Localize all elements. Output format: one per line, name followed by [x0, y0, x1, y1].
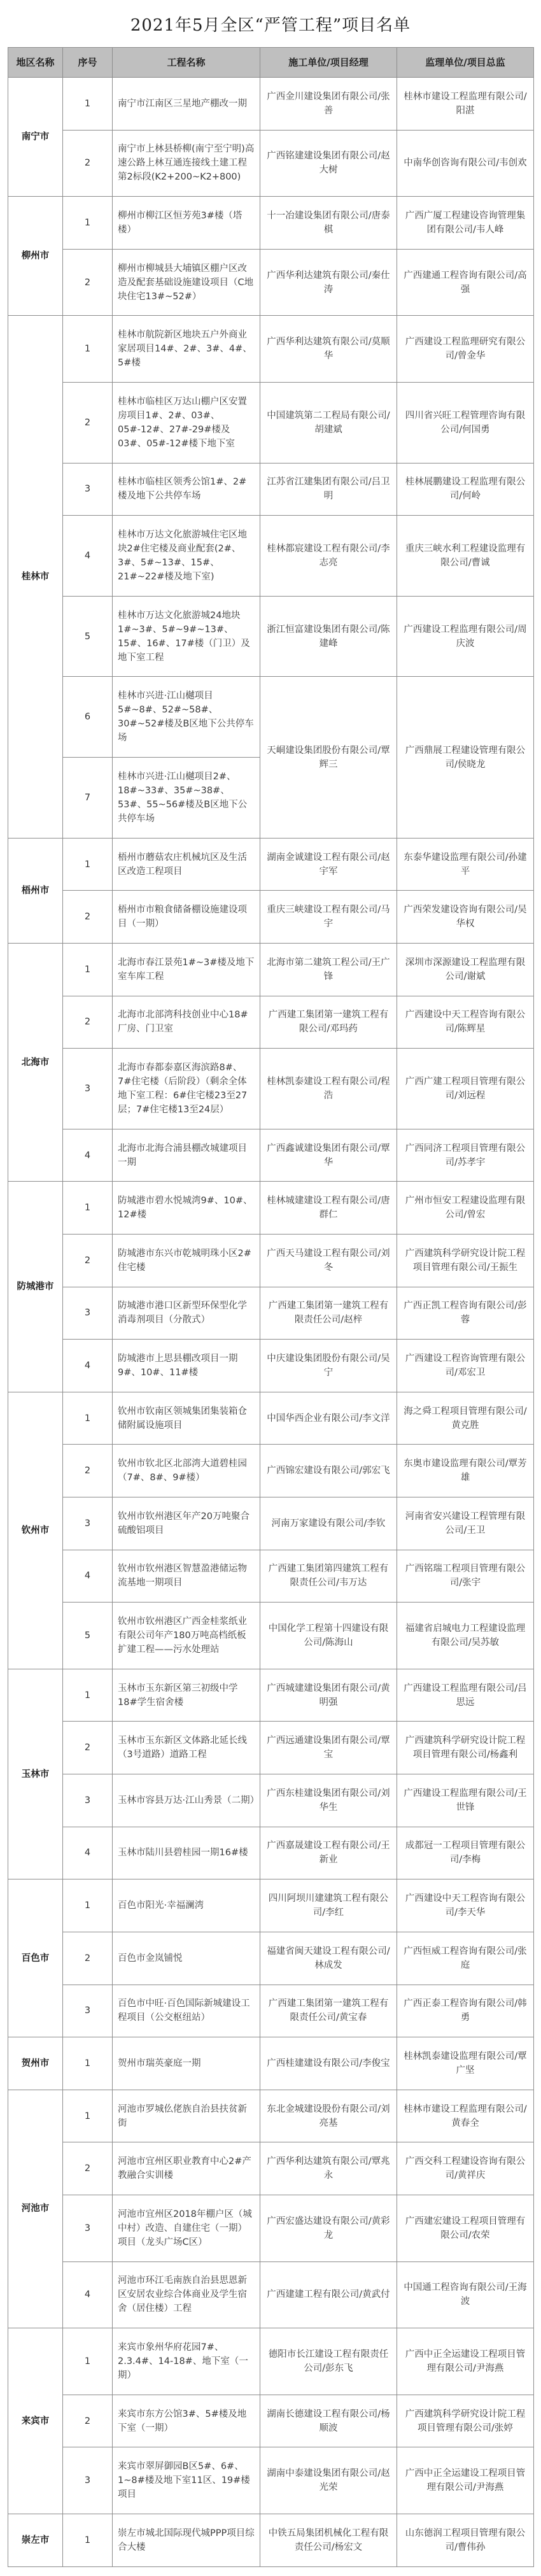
- region-name: 钦州市: [8, 1392, 63, 1669]
- project-seq: 5: [63, 596, 113, 677]
- project-builder: 湖南中泰建设集团有限公司/赵光荣: [260, 2447, 397, 2514]
- table-row: [8, 943, 534, 996]
- project-supervisor: 广西建设中天工程咨询有限公司/李天华: [397, 1879, 534, 1932]
- project-name: 百色市阳光·幸福澜湾: [113, 1879, 260, 1932]
- project-supervisor: 东奥市建设监理有限公司/覃芳雄: [397, 1445, 534, 1497]
- project-supervisor: 广西交科工程建设咨询有限公司/黄祥庆: [397, 2142, 534, 2195]
- project-supervisor: 中南华创咨询有限公司/韦创欢: [397, 130, 534, 197]
- table-row: [8, 1234, 534, 1287]
- project-name: 来宾市东方公馆3#、5#楼及地下室（一期）: [113, 2395, 260, 2447]
- project-builder: 广西建工集团第一建筑工程有限责任公司/赵梓: [260, 1287, 397, 1340]
- project-supervisor: 中国通工程咨询有限公司/王海波: [397, 2261, 534, 2328]
- project-name: 来宾市象州华府花园7#、2.3.4#、14-18#、地下室（一期）: [113, 2328, 260, 2395]
- project-name: 玉林市玉东新区第三初级中学18#学生宿舍楼: [113, 1669, 260, 1722]
- project-builder: 北海市第二建筑工程公司/王广锋: [260, 943, 397, 996]
- table-row: [8, 1985, 534, 2037]
- project-seq: 3: [63, 2195, 113, 2261]
- table-row: [8, 1722, 534, 1774]
- project-name: 柳州市柳江区恒芳苑3#楼（塔楼）: [113, 197, 260, 250]
- project-seq: 1: [63, 1669, 113, 1722]
- project-name: 南宁市上林县桥柳(南宁至宁明)高速公路上林互通连接线土建工程第2标段(K2+200~K2+800): [113, 130, 260, 197]
- project-builder: 浙江恒富建设集团有限公司/陈建峰: [260, 596, 397, 677]
- region-name: 北海市: [8, 943, 63, 1181]
- project-supervisor: 山东德润工程项目管理有限公司/曹伟孙: [397, 2514, 534, 2566]
- project-supervisor: 重庆三峡水利工程建设监理有限公司/曹诚: [397, 516, 534, 597]
- project-seq: 3: [63, 2447, 113, 2514]
- table-row: [8, 996, 534, 1049]
- project-supervisor: 广西广建工程项目管理有限公司/刘远程: [397, 1049, 534, 1129]
- table-row: [8, 1340, 534, 1392]
- project-name: 河池市宜州区职业教育中心2#产教融合实训楼: [113, 2142, 260, 2195]
- project-builder: 广西东桂建设集团有限公司/刘华生: [260, 1774, 397, 1827]
- project-builder: 河南万家建设有限公司/李钦: [260, 1497, 397, 1550]
- header-project-name: 工程名称: [113, 48, 260, 78]
- header-builder: 施工单位/项目经理: [260, 48, 397, 78]
- project-supervisor: 桂林展鹏建设工程监理有限公司/何岭: [397, 463, 534, 516]
- project-builder: 广西铭建建设集团有限公司/赵大树: [260, 130, 397, 197]
- project-builder: 中国建筑第二工程局有限公司/胡建斌: [260, 383, 397, 464]
- project-table: [8, 47, 534, 2567]
- project-seq: 1: [63, 838, 113, 891]
- table-row: [8, 130, 534, 197]
- table-row: [8, 677, 534, 758]
- project-builder: 广西建建工程有限公司/黄武付: [260, 2261, 397, 2328]
- project-supervisor: 广西建设工程监理研究有限公司/曾金华: [397, 316, 534, 383]
- project-name: 北海市春都泰嘉区海滨路8#、7#住宅楼（后阶段）（剩余全体地下室工程：6#住宅楼23至27层；7#住宅楼13至24层）: [113, 1049, 260, 1129]
- table-row: [8, 1774, 534, 1827]
- project-name: 崇左市城北国际现代城PPP项目综合大楼: [113, 2514, 260, 2566]
- table-row: [8, 78, 534, 131]
- project-supervisor: 广西建设中天工程咨询有限公司/陈辉星: [397, 996, 534, 1049]
- project-supervisor: 东泰华建设监理有限公司/孙建平: [397, 838, 534, 891]
- project-seq: 4: [63, 1340, 113, 1392]
- project-seq: 2: [63, 130, 113, 197]
- project-seq: 3: [63, 1049, 113, 1129]
- project-builder: 广西建工集团第一建筑工程有限责任公司/黄宝春: [260, 1985, 397, 2037]
- project-seq: 1: [63, 2514, 113, 2566]
- project-builder: 广西华利达建筑有限公司/莫顺华: [260, 316, 397, 383]
- project-builder: 天峒建设集团股份有限公司/覃辉三: [260, 677, 397, 838]
- project-seq: 5: [63, 1603, 113, 1669]
- table-row: [8, 1287, 534, 1340]
- project-name: 河池市宜州区2018年棚户区（城中村）改造、自建住宅（一期）项目（龙头广场C区）: [113, 2195, 260, 2261]
- table-row: [8, 2261, 534, 2328]
- project-supervisor: 广西建筑科学研究设计院工程项目管理有限公司/张婷: [397, 2395, 534, 2447]
- project-supervisor: 广西建设工程咨询管理有限公司/邓宏卫: [397, 1340, 534, 1392]
- project-builder: 桂林城建建设工程有限公司/唐群仁: [260, 1182, 397, 1235]
- project-builder: 广西锦宏建设有限公司/郭宏飞: [260, 1445, 397, 1497]
- project-builder: 广西鑫诚建设集团有限公司/覃华: [260, 1129, 397, 1182]
- project-name: 梧州市市粮食储备棚设施建设项目（一期）: [113, 891, 260, 944]
- project-seq: 1: [63, 78, 113, 131]
- project-supervisor: 广西恒威工程咨询有限公司/张庭: [397, 1932, 534, 1985]
- project-seq: 1: [63, 197, 113, 250]
- table-row: [8, 2037, 534, 2090]
- project-supervisor: 广西建设工程监理有限公司/周庆波: [397, 596, 534, 677]
- region-name: 河池市: [8, 2090, 63, 2328]
- project-builder: 重庆三峡建设工程有限公司/马宇: [260, 891, 397, 944]
- table-row: [8, 1550, 534, 1603]
- project-name: 钦州市钦州港区广西金桂浆纸业有限公司年产180万吨高档纸板扩建工程——污水处理站: [113, 1603, 260, 1669]
- project-builder: 广西嘉晟建设工程有限公司/王新业: [260, 1827, 397, 1879]
- project-supervisor: 四川省兴旺工程管理咨询有限公司/何国勇: [397, 383, 534, 464]
- project-name: 玉林市陆川县碧桂园一期16#楼: [113, 1827, 260, 1879]
- project-seq: 2: [63, 1445, 113, 1497]
- project-supervisor: 广西建通工程咨询有限公司/高强: [397, 249, 534, 316]
- project-name: 玉林市容县万达·江山秀景（二期）: [113, 1774, 260, 1827]
- project-name: 贺州市瑞英豪庭一期: [113, 2037, 260, 2090]
- project-builder: 广西远通建设集团有限公司/覃宝: [260, 1722, 397, 1774]
- project-seq: 2: [63, 2395, 113, 2447]
- project-supervisor: 河南省安兴建设工程管理有限公司/王卫: [397, 1497, 534, 1550]
- region-name: 百色市: [8, 1879, 63, 2037]
- table-row: [8, 1827, 534, 1879]
- project-seq: 2: [63, 1234, 113, 1287]
- project-builder: 福建省闽天建设工程有限公司/林成发: [260, 1932, 397, 1985]
- project-name: 桂林市兴进·江山樾项目5#~8#、52#~58#、30#~52#楼及B区地下公共停车场: [113, 677, 260, 758]
- project-name: 防城港市东兴市乾城明珠小区2#住宅楼: [113, 1234, 260, 1287]
- table-row: [8, 2514, 534, 2566]
- table-row: [8, 516, 534, 597]
- project-supervisor: 广西中正全运建设工程项目管理有限公司/尹海燕: [397, 2447, 534, 2514]
- project-name: 百色市金岚铺悦: [113, 1932, 260, 1985]
- table-row: [8, 2090, 534, 2142]
- project-name: 防城港市港口区新型环保型化学消毒剂项目（分散式）: [113, 1287, 260, 1340]
- header-region: 地区名称: [8, 48, 63, 78]
- project-seq: 1: [63, 2090, 113, 2142]
- table-row: [8, 1932, 534, 1985]
- region-name: 玉林市: [8, 1669, 63, 1879]
- table-row: [8, 316, 534, 383]
- project-seq: 2: [63, 383, 113, 464]
- project-name: 柳州市柳城县大埔镇区棚户区改造及配套基础设施建设项目（C地块住宅13#~52#）: [113, 249, 260, 316]
- table-row: [8, 838, 534, 891]
- project-name: 南宁市江南区三星地产棚改一期: [113, 78, 260, 131]
- header-supervisor: 监理单位/项目总监: [397, 48, 534, 78]
- project-builder: 桂林凯泰建设工程有限公司/程浩: [260, 1049, 397, 1129]
- project-builder: 广西金川建设集团有限公司/张善: [260, 78, 397, 131]
- project-builder: 湖南金诚建设工程有限公司/赵宇军: [260, 838, 397, 891]
- project-builder: 广西华利达建筑有限公司/秦仕涛: [260, 249, 397, 316]
- project-name: 梧州市蘑菇农庄机械坑区及生活区改造工程项目: [113, 838, 260, 891]
- table-row: [8, 596, 534, 677]
- table-header-row: [8, 48, 534, 78]
- table-row: [8, 2195, 534, 2261]
- project-seq: 4: [63, 1827, 113, 1879]
- table-row: [8, 1182, 534, 1235]
- project-seq: 6: [63, 677, 113, 758]
- project-builder: 广西建工集团第四建筑工程有限责任公司/韦万达: [260, 1550, 397, 1603]
- project-seq: 3: [63, 1985, 113, 2037]
- project-supervisor: 桂林市建设工程监理有限公司/黄春全: [397, 2090, 534, 2142]
- table-row: [8, 2142, 534, 2195]
- project-builder: 中国化学工程第十四建设有限公司/陈海山: [260, 1603, 397, 1669]
- project-name: 北海市北部湾科技创业中心18#厂房、门卫室: [113, 996, 260, 1049]
- project-seq: 3: [63, 1497, 113, 1550]
- project-name: 河池市罗城仫佬族自治县扶贫新街: [113, 2090, 260, 2142]
- project-builder: 广西华利达建筑有限公司/覃兆永: [260, 2142, 397, 2195]
- project-supervisor: 广西同济工程项目管理有限公司/苏孝宇: [397, 1129, 534, 1182]
- project-supervisor: 广西建设工程监理有限公司/王世锋: [397, 1774, 534, 1827]
- project-seq: 1: [63, 943, 113, 996]
- project-supervisor: 广西荣发建设咨询有限公司/吴华权: [397, 891, 534, 944]
- table-row: [8, 1879, 534, 1932]
- table-row: [8, 1669, 534, 1722]
- project-name: 北海市北海合浦县棚改城建项目一期: [113, 1129, 260, 1182]
- project-name: 百色市中旺·百色国际新城建设工程项目（公交枢纽站）: [113, 1985, 260, 2037]
- project-seq: 4: [63, 2261, 113, 2328]
- project-name: 桂林市万达文化旅游城24地块1#~3#、5#~9#~13#、15#、16#、17#楼（门卫）及地下室工程: [113, 596, 260, 677]
- project-name: 钦州市钦南区领城集团集装箱仓储附属设施项目: [113, 1392, 260, 1445]
- project-name: 河池市环江毛南族自治县思恩新区安居农业综合体商业及学生宿舍（居住楼）工程: [113, 2261, 260, 2328]
- project-builder: 中国华西企业有限公司/李文洋: [260, 1392, 397, 1445]
- project-name: 钦州市钦北区北部湾大道碧桂园（7#、8#、9#楼）: [113, 1445, 260, 1497]
- project-name: 桂林市临桂区领秀公馆1#、2#楼及地下公共停车场: [113, 463, 260, 516]
- project-supervisor: 广西广厦工程建设咨询管理集团有限公司/韦人峰: [397, 197, 534, 250]
- project-builder: 广西建工集团第一建筑工程有限公司/邓玛药: [260, 996, 397, 1049]
- project-supervisor: 广西正泰工程咨询有限公司/韩勇: [397, 1985, 534, 2037]
- project-supervisor: 福建省启城电力工程建设监理有限公司/吴苏敏: [397, 1603, 534, 1669]
- project-seq: 2: [63, 249, 113, 316]
- project-supervisor: 海之舜工程项目管理有限公司/黄克胜: [397, 1392, 534, 1445]
- project-seq: 4: [63, 1550, 113, 1603]
- region-name: 防城港市: [8, 1182, 63, 1392]
- project-builder: 广西桂建建设有限公司/李俊宝: [260, 2037, 397, 2090]
- table-row: [8, 2447, 534, 2514]
- project-name: 钦州市钦州港区智慧盈港储运物流基地一期项目: [113, 1550, 260, 1603]
- project-name: 桂林市航院新区地块五户外商业家居项目14#、2#、3#、4#、5#楼: [113, 316, 260, 383]
- project-supervisor: 广西正凯工程咨询有限公司/彭蓉: [397, 1287, 534, 1340]
- project-supervisor: 桂林凯泰建设监理有限公司/覃广坚: [397, 2037, 534, 2090]
- region-name: 桂林市: [8, 316, 63, 838]
- project-supervisor: 广州市恒安工程建设监理有限公司/曾宏: [397, 1182, 534, 1235]
- table-body: [8, 78, 534, 2567]
- project-supervisor: 广西鼎展工程建设管理有限公司/侯晓龙: [397, 677, 534, 838]
- project-supervisor: 广西建筑科学研究设计院工程项目管理有限公司/王振生: [397, 1234, 534, 1287]
- project-seq: 1: [63, 2037, 113, 2090]
- project-builder: 广西天马建设工程有限公司/刘冬: [260, 1234, 397, 1287]
- project-seq: 2: [63, 2142, 113, 2195]
- table-row: [8, 2395, 534, 2447]
- project-seq: 1: [63, 1182, 113, 1235]
- project-builder: 湖南长德建设工程有限公司/杨顺波: [260, 2395, 397, 2447]
- project-seq: 1: [63, 1879, 113, 1932]
- region-name: 来宾市: [8, 2328, 63, 2514]
- project-builder: 德阳市长江建设工程有限责任公司/彭东飞: [260, 2328, 397, 2395]
- project-supervisor: 桂林市建设工程监理有限公司/阳湛: [397, 78, 534, 131]
- project-name: 桂林市临桂区万达山棚户区安置房项目1#、2#、03#、05#-12#、27#-29#楼及03#、05#-12#楼下地下室: [113, 383, 260, 464]
- project-name: 防城港市上思县棚改项目一期9#、10#、11#楼: [113, 1340, 260, 1392]
- region-name: 崇左市: [8, 2514, 63, 2566]
- table-row: [8, 1445, 534, 1497]
- project-builder: 十一冶建设集团有限公司/唐泰棋: [260, 197, 397, 250]
- table-row: [8, 1603, 534, 1669]
- project-seq: 2: [63, 891, 113, 944]
- project-seq: 1: [63, 1392, 113, 1445]
- project-seq: 4: [63, 516, 113, 597]
- project-seq: 3: [63, 1774, 113, 1827]
- table-row: [8, 1129, 534, 1182]
- project-name: 桂林市万达文化旅游城住宅区地块2#住宅楼及商业配套(2#、3#、5#~13#、15#、21#~22#楼及地下室): [113, 516, 260, 597]
- project-builder: 东北金城建设股份有限公司/刘亮基: [260, 2090, 397, 2142]
- project-seq: 2: [63, 996, 113, 1049]
- project-supervisor: 广西建筑科学研究设计院工程项目管理有限公司/杨鑫利: [397, 1722, 534, 1774]
- project-builder: 广西城建建设集团有限公司/黄明强: [260, 1669, 397, 1722]
- table-row: [8, 383, 534, 464]
- table-row: [8, 463, 534, 516]
- project-supervisor: 成都冠一工程项目管理有限公司/李梅: [397, 1827, 534, 1879]
- project-seq: 3: [63, 463, 113, 516]
- table-row: [8, 1497, 534, 1550]
- project-supervisor: 广西铭瑞工程项目管理有限公司/张宇: [397, 1550, 534, 1603]
- table-row: [8, 891, 534, 944]
- project-builder: 中庆建设集团股份有限公司/吴宁: [260, 1340, 397, 1392]
- project-builder: 桂林都宸建设工程有限公司/李志亮: [260, 516, 397, 597]
- project-seq: 4: [63, 1129, 113, 1182]
- region-name: 梧州市: [8, 838, 63, 943]
- page-title: 2021年5月全区“严管工程”项目名单: [130, 15, 411, 35]
- project-name: 防城港市碧水悦城湾9#、10#、12#楼: [113, 1182, 260, 1235]
- project-supervisor: 广西建设工程监理有限公司/吕思远: [397, 1669, 534, 1722]
- project-seq: 2: [63, 1932, 113, 1985]
- table-row: [8, 249, 534, 316]
- project-builder: 中铁五局集团机械化工程有限责任公司/杨宏文: [260, 2514, 397, 2566]
- project-name: 来宾市翠屏御园B区5#、6#、1~8#楼及地下室11区、19#楼项目: [113, 2447, 260, 2514]
- project-name: 桂林市兴进·江山樾项目2#、18#~33#、35#~38#、53#、55~56#楼及B区地下公共停车场: [113, 758, 260, 839]
- project-builder: 广西宏盛达建设有限公司/黄彩龙: [260, 2195, 397, 2261]
- project-name: 玉林市玉东新区文体路北延长线（3号道路）道路工程: [113, 1722, 260, 1774]
- region-name: 贺州市: [8, 2037, 63, 2090]
- project-builder: 江苏省江建集团有限公司/吕卫明: [260, 463, 397, 516]
- project-builder: 四川阿坝川建建筑工程有限公司/李红: [260, 1879, 397, 1932]
- project-seq: 1: [63, 316, 113, 383]
- project-seq: 1: [63, 2328, 113, 2395]
- project-supervisor: 广西中正全运建设工程项目管理有限公司/尹海燕: [397, 2328, 534, 2395]
- project-name: 北海市春江景苑1#~3#楼及地下室车库工程: [113, 943, 260, 996]
- project-seq: 2: [63, 1722, 113, 1774]
- project-name: 钦州市钦州港区年产20万吨聚合硫酸铝项目: [113, 1497, 260, 1550]
- region-name: 南宁市: [8, 78, 63, 197]
- table-row: [8, 1392, 534, 1445]
- project-supervisor: 广西建宏建设工程项目管理有限公司/农荣: [397, 2195, 534, 2261]
- table-row: [8, 197, 534, 250]
- project-seq: 7: [63, 758, 113, 839]
- project-supervisor: 深圳市深源建设工程监理有限公司/谢斌: [397, 943, 534, 996]
- header-seq: 序号: [63, 48, 113, 78]
- project-seq: 3: [63, 1287, 113, 1340]
- table-row: [8, 1049, 534, 1129]
- region-name: 柳州市: [8, 197, 63, 316]
- table-row: [8, 2328, 534, 2395]
